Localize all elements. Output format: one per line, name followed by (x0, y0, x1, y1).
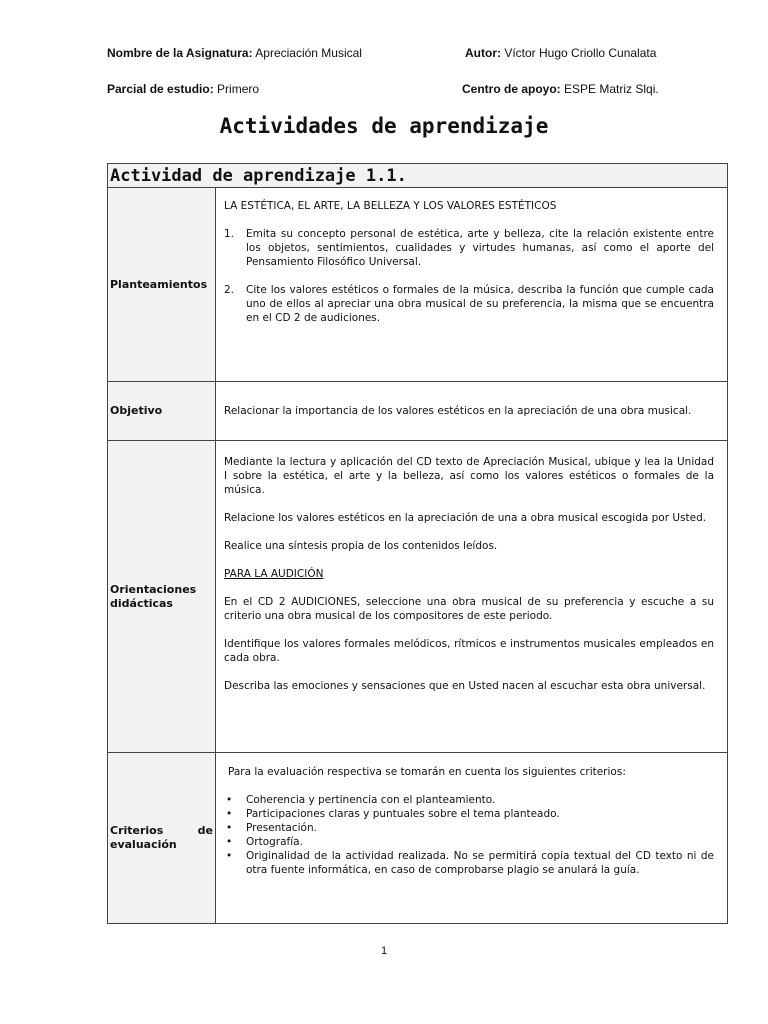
planteamientos-row (108, 188, 728, 382)
author-value: Víctor Hugo Criollo Cunalata (501, 46, 657, 60)
orientaciones-p5: En el CD 2 AUDICIONES, seleccione una obra musical de su preferencia y escuche a su criterio una obra musical de los compositores de este periodo. (224, 596, 714, 622)
activity-heading: Actividad de aprendizaje 1.1. (108, 164, 728, 188)
bullet-icon: • (226, 822, 233, 834)
list-item (224, 835, 714, 849)
objetivo-row (108, 382, 728, 441)
de-word: de (197, 824, 213, 837)
item-number: 1. (224, 228, 235, 240)
bullet-icon: • (226, 850, 233, 862)
orientaciones-p1: Mediante la lectura y aplicación del CD texto de Apreciación Musical, ubique y lea la Unidad I sobre la estética, el arte y la belleza, así como los valores estéticos o formales de la música. (224, 456, 714, 496)
item-number: 2. (224, 284, 235, 296)
criterios-row (108, 753, 728, 924)
bullet-text: Participaciones claras y puntuales sobre el tema planteado. (246, 808, 560, 820)
item-text: Emita su concepto personal de estética, arte y belleza, cite la relación existente entre los objetos, sentimientos, cualidades y virtudes humanas, así como el aporte del Pensamiento Filosófico Universal. (246, 228, 714, 268)
bullet-text: Presentación. (246, 822, 317, 834)
bullet-icon: • (226, 794, 233, 806)
list-item (224, 227, 714, 269)
planteamientos-intro: LA ESTÉTICA, EL ARTE, LA BELLEZA Y LOS VALORES ESTÉTICOS (224, 200, 557, 212)
orientaciones-p7: Describa las emociones y sensaciones que en Usted nacen al escuchar esta obra universal. (224, 680, 706, 692)
orientaciones-p3: Realice una síntesis propia de los contenidos leídos. (224, 540, 498, 552)
activity-heading-row (108, 164, 728, 188)
orientaciones-p6: Identifique los valores formales melódicos, rítmicos e instrumentos musicales empleados en cada obra. (224, 638, 714, 664)
center-value: ESPE Matriz Slqi. (560, 82, 659, 96)
criterios-word: Criterios (110, 824, 164, 837)
list-item (224, 793, 714, 807)
criterios-label (108, 753, 216, 924)
bullet-text: Coherencia y pertinencia con el planteamiento. (246, 794, 496, 806)
planteamientos-label: Planteamientos (108, 188, 216, 382)
list-item (224, 283, 714, 325)
list-item (224, 807, 714, 821)
activity-table (107, 163, 728, 924)
objetivo-text: Relacionar la importancia de los valores estéticos en la apreciación de una obra musical. (224, 405, 692, 417)
author-header (465, 46, 656, 60)
partial-label: Parcial de estudio: (107, 82, 214, 96)
center-header (462, 82, 659, 96)
criterios-label-line2: evaluación (110, 838, 177, 851)
planteamientos-content (216, 188, 728, 382)
bullet-text: Ortografía. (246, 836, 303, 848)
criterios-content (216, 753, 728, 924)
objetivo-label: Objetivo (108, 382, 216, 441)
partial-header (107, 82, 259, 96)
orientaciones-content (216, 441, 728, 753)
bullet-icon: • (226, 808, 233, 820)
criterios-intro: Para la evaluación respectiva se tomarán en cuenta los siguientes criterios: (228, 766, 626, 778)
page-title: Actividades de aprendizaje (219, 114, 549, 138)
subject-value: Apreciación Musical (252, 46, 362, 60)
orientaciones-audition-heading: PARA LA AUDICIÓN (224, 568, 324, 580)
page-number: 1 (380, 945, 388, 957)
bullet-text: Originalidad de la actividad realizada. No se permitirá copia textual del CD texto ni de otra fuente informática, en caso de comprobarse plagio se anulará la guía. (246, 850, 714, 876)
orientaciones-row (108, 441, 728, 753)
criterios-list (224, 793, 714, 877)
center-label: Centro de apoyo: (462, 82, 561, 96)
criterios-label-line1 (110, 824, 213, 838)
item-text: Cite los valores estéticos o formales de la música, describa la función que cumple cada uno de ellos al apreciar una obra musical de su preferencia, la misma que se encuentra en el CD 2 de audiciones. (246, 284, 714, 324)
objetivo-content (216, 382, 728, 441)
list-item (224, 821, 714, 835)
subject-label: Nombre de la Asignatura: (107, 46, 253, 60)
orientaciones-p2: Relacione los valores estéticos en la apreciación de una a obra musical escogida por Usted. (224, 512, 707, 524)
planteamientos-list (224, 227, 714, 325)
subject-header (107, 46, 362, 60)
orientaciones-label: Orientaciones didácticas (108, 441, 216, 753)
author-label: Autor: (465, 46, 501, 60)
partial-value: Primero (213, 82, 260, 96)
bullet-icon: • (226, 836, 233, 848)
list-item (224, 849, 714, 877)
